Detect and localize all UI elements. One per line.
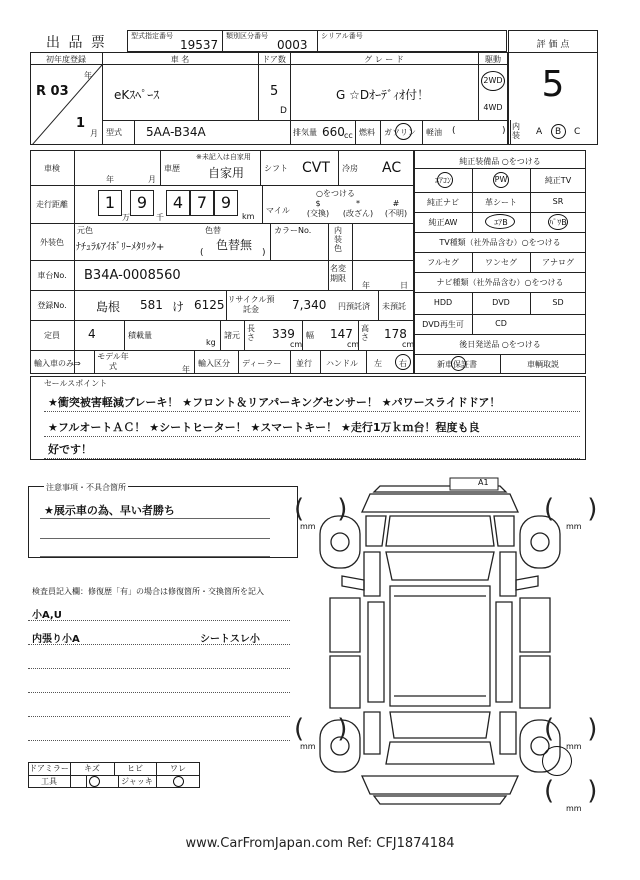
drive-4wd: 4WD [483,103,503,112]
height-value: 178 [384,327,407,341]
recycle-label: リサイクル預託金 [227,295,275,314]
equip-title: 純正装備品 ○をつける [459,157,541,166]
navi-dvd: DVD [492,298,510,307]
plate-pref: 島根 [96,300,121,314]
doors-value: 5 [270,84,279,99]
load-label: 積載量 [128,331,152,340]
recycle-done: 円預託済 [338,302,370,311]
tv-analog: アナログ [542,258,574,267]
type-label: 型式指定番号 [131,32,173,40]
use-label: 車歴 [164,164,180,173]
later-warranty-circle [451,356,466,371]
tv-oneseg: ワンセグ [485,258,517,267]
equip-aircon-circle [437,172,453,188]
model-year-unit: 年 [182,365,190,374]
grade-value: G ☆Dｵｰﾃﾞｨｵ付！ [336,88,430,102]
mileage-digit: 9 [136,193,148,212]
width-value: 147 [330,327,353,341]
spare-tire-icon [542,746,572,776]
sales-line-2: ★フルオートＡＣ！ ★シートヒーター！ ★スマートキー！ ★走行1万ｋｍ台！程度も良 [48,421,480,434]
navi-title: ナビ種類（社外品含む）○をつける [436,278,564,287]
mm-front-left: mm [300,522,316,531]
legend-jack: ジャッキ [121,777,153,786]
color-change-value: 色替無 [216,238,253,252]
mileage-digit: 4 [172,193,184,212]
interior-label: 内装 [512,122,520,140]
model-year-label: モデル年式 [97,352,129,371]
equip-airbag-circle [485,214,515,229]
plate-kana: け [172,300,185,314]
use-value: 自家用 [208,166,245,180]
inspector-line-2: 内張り小A [32,634,80,645]
mile-option: マイル [266,206,290,215]
mileage-label: 走行距離 [36,200,68,209]
fuel-gas: ガソリン [384,128,416,137]
interior-circle [551,124,566,139]
sales-line-1: ★衝突被害軽減ブレーキ！ ★フロント＆リアパーキングセンサー！ ★パワースライドドア！ [48,396,501,409]
inspector-label: 検査員記入欄：修復歴「有」の場合は修復箇所・交換箇所を記入 [32,587,264,596]
equip-powerb-circle [548,214,568,230]
grade-label: グ レ ー ド [364,55,404,64]
legend-tools: 工具 [41,777,57,786]
tv-fullseg: フルセグ [427,258,459,267]
cm-unit: cm [290,340,303,349]
model-value: 5AA-B34A [146,125,206,139]
later-title: 後日発送品 ○をつける [459,340,541,349]
later-warranty: 新車保証書 [437,360,477,369]
notes-block [28,486,298,558]
fuel-label: 燃料 [359,128,375,137]
equip-pw-circle [493,172,509,188]
recycle-value: 7,340 [292,298,327,312]
shift-value: CVT [302,160,330,176]
equip-sr: SR [552,197,564,206]
height-label: 高さ [361,324,369,342]
fuel-diesel: 軽油 [426,128,442,137]
kg-unit: kg [206,338,216,347]
tv-title: TV種類（社外品含む）○をつける [439,238,561,247]
length-label: 長さ [247,324,255,342]
score-label: 評 価 点 [536,40,570,50]
cc-unit: cc [344,131,353,140]
equip-leather: 革シート [485,198,517,207]
capacity-value: 4 [88,327,96,341]
paren-close: ) [502,126,506,136]
class-number: 0003 [277,38,308,52]
color-value: ﾅﾁｭﾗﾙｱｲﾎﾞﾘｰﾒﾀﾘｯｸ+ [76,242,165,253]
use-note: ※未記入は自家用 [196,153,251,161]
chassis-label: 車台No. [37,271,67,280]
mm-rear-right: mm [566,742,582,751]
displacement-value: 660 [322,125,345,139]
footer-ref: www.CarFromJapan.com Ref: CFJ1874184 [185,836,455,851]
shift-label: シフト [264,164,288,173]
serial-label: シリアル番号 [321,32,363,40]
inspection-month-unit: 月 [148,175,156,184]
ac-value: AC [382,160,402,176]
handle-circle [395,354,411,370]
equip-powerb: ﾊﾟﾜB [549,218,567,227]
equip-aw: 純正AW [428,218,458,227]
import-class-label: 輸入区分 [198,359,230,368]
equip-airbag: ｴｱB [494,218,508,227]
legend-break: ワレ [170,764,186,773]
interior-color-label: 内装色 [334,226,342,253]
mm-front-right: mm [566,522,582,531]
notes-label: 注意事項・不具合箇所 [46,483,126,492]
sales-block [30,376,586,460]
doors-label: ドア数 [262,55,286,64]
mileage-digit: 9 [220,193,232,212]
legend-tools-check [89,776,100,787]
navi-dvd-play: DVD再生可 [422,320,464,329]
year-unit: 年 [84,71,92,80]
handle-label: ハンドル [326,359,358,368]
equip-tv: 純正TV [544,176,572,185]
notes-line-1: ★展示車の為、早い者勝ち [44,504,175,517]
interior-b: B [555,127,562,137]
handle-right: 右 [399,359,407,368]
equip-pw: PW [494,175,508,184]
first-reg-label: 初年度登録 [46,55,86,64]
color-paren: ( [200,248,204,258]
inspection-year-unit: 年 [106,175,114,184]
colorno-label: カラーNo. [274,226,312,235]
sales-label: セールスポイント [44,379,108,388]
model-label: 型式 [106,128,122,137]
fuel-circle [395,123,412,140]
doors-suffix: D [280,106,287,116]
navi-cd: CD [495,319,507,328]
car-name-label: 車 名 [170,55,190,64]
length-value: 339 [272,327,295,341]
first-reg-month: 1 [76,116,86,131]
inspector-line-1: 小A,U [32,610,62,621]
cm-unit: cm [402,340,415,349]
mile-option-unknown: # (不明) [384,199,408,218]
inspection-label: 車検 [44,164,60,173]
month-unit: 月 [90,129,98,138]
sales-line-3: 好です！ [48,443,92,456]
name-change-label: 名変期限 [330,264,346,283]
dealer-option: ディーラー [242,359,282,368]
mileage-circle-note: ○をつける [316,189,355,198]
parallel-option: 並行 [296,359,312,368]
capacity-label: 定員 [44,331,60,340]
plate-label: 登録No. [37,301,67,310]
cm-unit: cm [347,340,360,349]
navi-sd: SD [552,298,564,307]
import-label: 輸入車のみ⇒ [34,359,81,368]
recycle-not: 未預託 [382,302,406,311]
color-label: 外装色 [40,238,64,247]
plate-class: 581 [140,298,163,312]
legend-jack-check [173,776,184,787]
mm-rear-left: mm [300,742,316,751]
equip-navi: 純正ナビ [427,198,459,207]
dims-label: 諸元 [224,331,240,340]
mileage-digit: 1 [104,193,116,212]
chassis-value: B34A-0008560 [84,268,181,283]
color-paren-close: ) [262,248,266,258]
displacement-label: 排気量 [293,128,317,137]
mileage-sen: 千 [156,213,164,222]
inspector-line-3: シートスレ小 [200,634,260,645]
mile-option-exchange: $ (交換) [306,199,330,218]
car-name: eKｽﾍﾟｰｽ [114,88,160,102]
diagram-tag: A1 [478,478,489,487]
mileage-digit: 7 [196,193,208,212]
type-number: 19537 [180,38,219,52]
handle-left: 左 [374,359,382,368]
interior-c: C [574,127,581,137]
mm-spare: mm [566,804,582,813]
score-value: 5 [541,64,565,105]
legend-mirror: ドアミラー [29,764,69,773]
navi-hdd: HDD [433,298,453,307]
mileage-km: km [242,212,255,221]
drive-2wd: 2WD [483,76,503,85]
interior-a: A [536,127,543,137]
class-label: 類別区分番号 [226,32,268,40]
color-change-label: 色替 [205,226,221,235]
paren-open: ( [452,126,456,136]
width-label: 幅 [306,331,314,340]
mileage-man: 万 [122,213,130,222]
equip-aircon: ｴｱｺﾝ [435,176,451,185]
legend-scratch: キズ [84,764,100,773]
first-reg-era: R 03 [36,84,69,99]
name-change-day: 日 [400,281,408,290]
legend-crack: ヒビ [127,764,143,773]
plate-number: 6125 [194,298,225,312]
mile-option-tamper: * (改ざん) [342,199,374,218]
later-manual: 車輌取説 [527,360,559,369]
orig-color-label: 元色 [77,226,93,235]
drive-label: 駆動 [485,55,501,64]
name-change-year: 年 [362,281,370,290]
ac-label: 冷房 [342,164,358,173]
form-title: 出 品 票 [46,35,107,51]
